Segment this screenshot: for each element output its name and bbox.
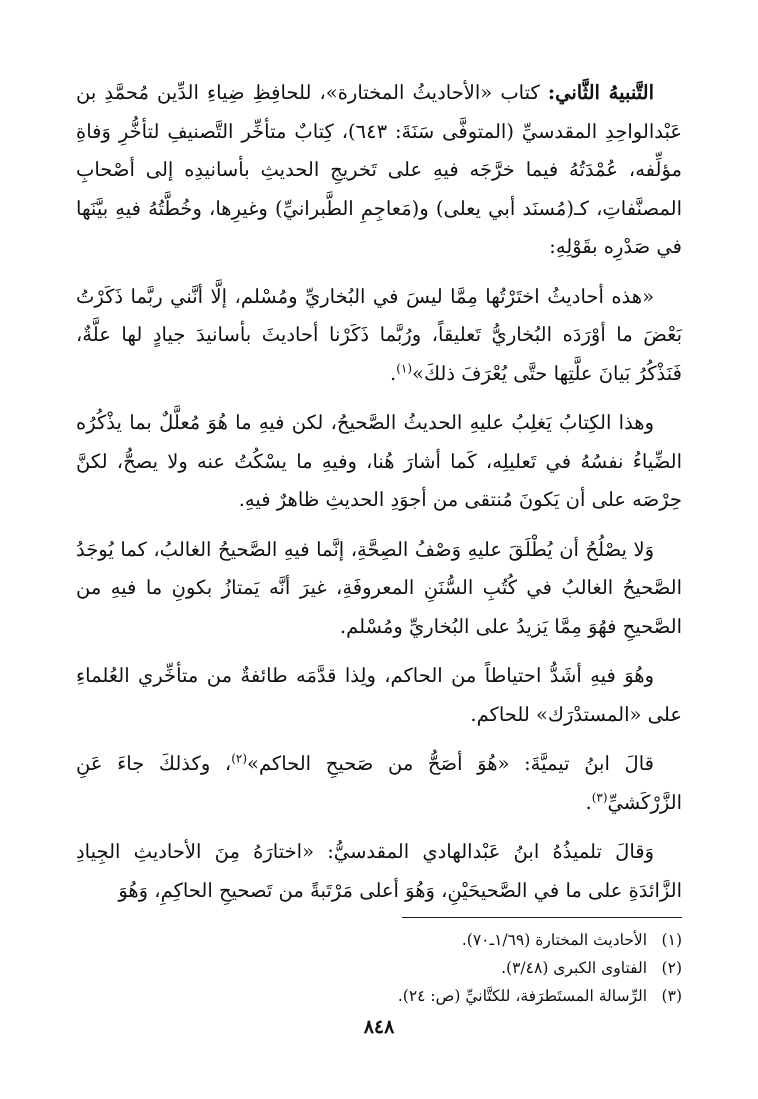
footnote-item [76, 954, 682, 982]
footnote-text: الفتاوى الكبرى (٣/٤٨). [501, 959, 648, 977]
paragraph-quotation [76, 278, 682, 394]
footnote-reference: (٣) [591, 790, 608, 804]
footnotes-list [76, 926, 682, 1010]
paragraph-text: وهُوَ فيهِ أشَدُّ احتياطاً من الحاكم، ولِذا قدَّمَه طائفةٌ من متأخِّري العُلماءِ على «المستدْرَك» للحاكم. [76, 664, 682, 726]
paragraph-text: وهذا الكِتابُ يَغلِبُ عليهِ الحديثُ الصَّحيحُ، لكن فيهِ ما هُوَ مُعلَّلٌ بما يذْكُرُه الضِّياءُ نفسُهُ في تَعليلِه، كَما أشارَ هُنا، وفيهِ ما يسْكُتُ عنه ولا يصحُّ، لكنَّ حِرْصَه على أن يَكونَ مُنتقى من أجوَدِ الحديثِ ظاهرٌ فيهِ. [76, 411, 682, 511]
footnote-number: (٢) [661, 959, 682, 977]
paragraph-book-description [76, 404, 682, 520]
footnote-number: (٣) [661, 987, 682, 1005]
footnote-divider [402, 917, 682, 918]
paragraph-text: وَقالَ تلميذُهُ ابنُ عَبْدالهادي المقدسيُّ: «اختارَهُ مِنَ الأحاديثِ الجِيادِ الزَّائدَةِ على ما في الصَّحيحَيْنِ، وَهُوَ أعلى مَرْتَبةً من تَصحيحِ الحاكِمِ، وَهُوَ [76, 840, 682, 902]
page-number: ٨٤٨ [363, 1016, 395, 1038]
paragraph-ibn-abdulhadi [76, 833, 682, 910]
footnote-text: الأحاديث المختارة (١/٦٩ـ٧٠). [461, 931, 648, 949]
footnote-reference: (١) [396, 361, 413, 375]
paragraph-text: وَلا يصْلُحُ أن يُطْلَقَ عليهِ وَصْفُ الصِحَّةِ، إنَّما فيهِ الصَّحيحُ الغالبُ، كما يُوجَدُ الصَّحيحُ الغالبُ في كُتُبِ السُّنَنِ المعروفَةِ، غيرَ أنَّه يَمتازُ بكونِ ما فيهِ من الصَّحيحِ فهُوَ مِمَّا يَزيدُ على البُخاريِّ ومُسْلم. [76, 537, 682, 638]
paragraph-text: «هذه أحاديثُ اختَرْتُها مِمَّا ليسَ في البُخاريِّ ومُسْلم، إلَّا أنَّني ربَّما ذَكَرْتُ بَعْضَ ما أوْرَدَه البُخاريُّ تَعليقاً، ورُبَّما ذَكَرْنا أحاديثَ بأسانيدَ جيادٍ لها علَّةٌ، فَنَذْكُرُ بَيانَ علَّتِها حتَّى يُعْرَفَ ذلكَ» [76, 284, 682, 385]
footnote-item [76, 926, 682, 954]
paragraph-end: . [390, 361, 397, 385]
paragraph-text: كتاب «الأحاديثُ المختارة»، للحافِظِ ضِياءِ الدِّين مُحمَّدِ بن عَبْدالواحِدِ المقدسيِّ (المتوفَّى سَنَةَ: ٦٤٣)، كِتابٌ متأخِّر التَّصنيفِ لتأخُّرِ وَفاةِ مؤلِّفه، عُمْدَتُهُ فيما خرَّجَه فيهِ على تَخريجِ الحديثِ بأسانيدِه إلى أصْحابِ المصنَّفاتِ، كـ(مُسنَد أبي يعلى) و(مَعاجِمِ الطَّبرانيِّ) وغيرِها، وخُطَّتُهُ فيهِ بيَّنَها في صَدْرِه بقَوْلِهِ: [76, 81, 682, 258]
paragraph-end: . [585, 790, 592, 814]
paragraph-text-continued: ، وكذلكَ جاءَ عَنِ الزَّرْكَشيِّ [76, 752, 682, 814]
section-heading: التَّنبيهُ الثَّاني: [547, 81, 655, 104]
footnote-item [76, 982, 682, 1010]
paragraph-second-note [76, 74, 682, 267]
paragraph-ibn-taymiyya [76, 745, 682, 822]
footnote-number: (١) [661, 931, 682, 949]
footnote-reference: (٢) [231, 751, 248, 766]
paragraph-authenticity [76, 531, 682, 647]
footnote-text: الرِّسالة المستَطرَفة، للكتَّانيِّ (ص: ٢٤). [397, 987, 648, 1005]
paragraph-comparison [76, 657, 682, 734]
paragraph-text: قالَ ابنُ تيميَّةَ: «هُوَ أصَحُّ من صَحيحِ الحاكم» [247, 752, 654, 775]
